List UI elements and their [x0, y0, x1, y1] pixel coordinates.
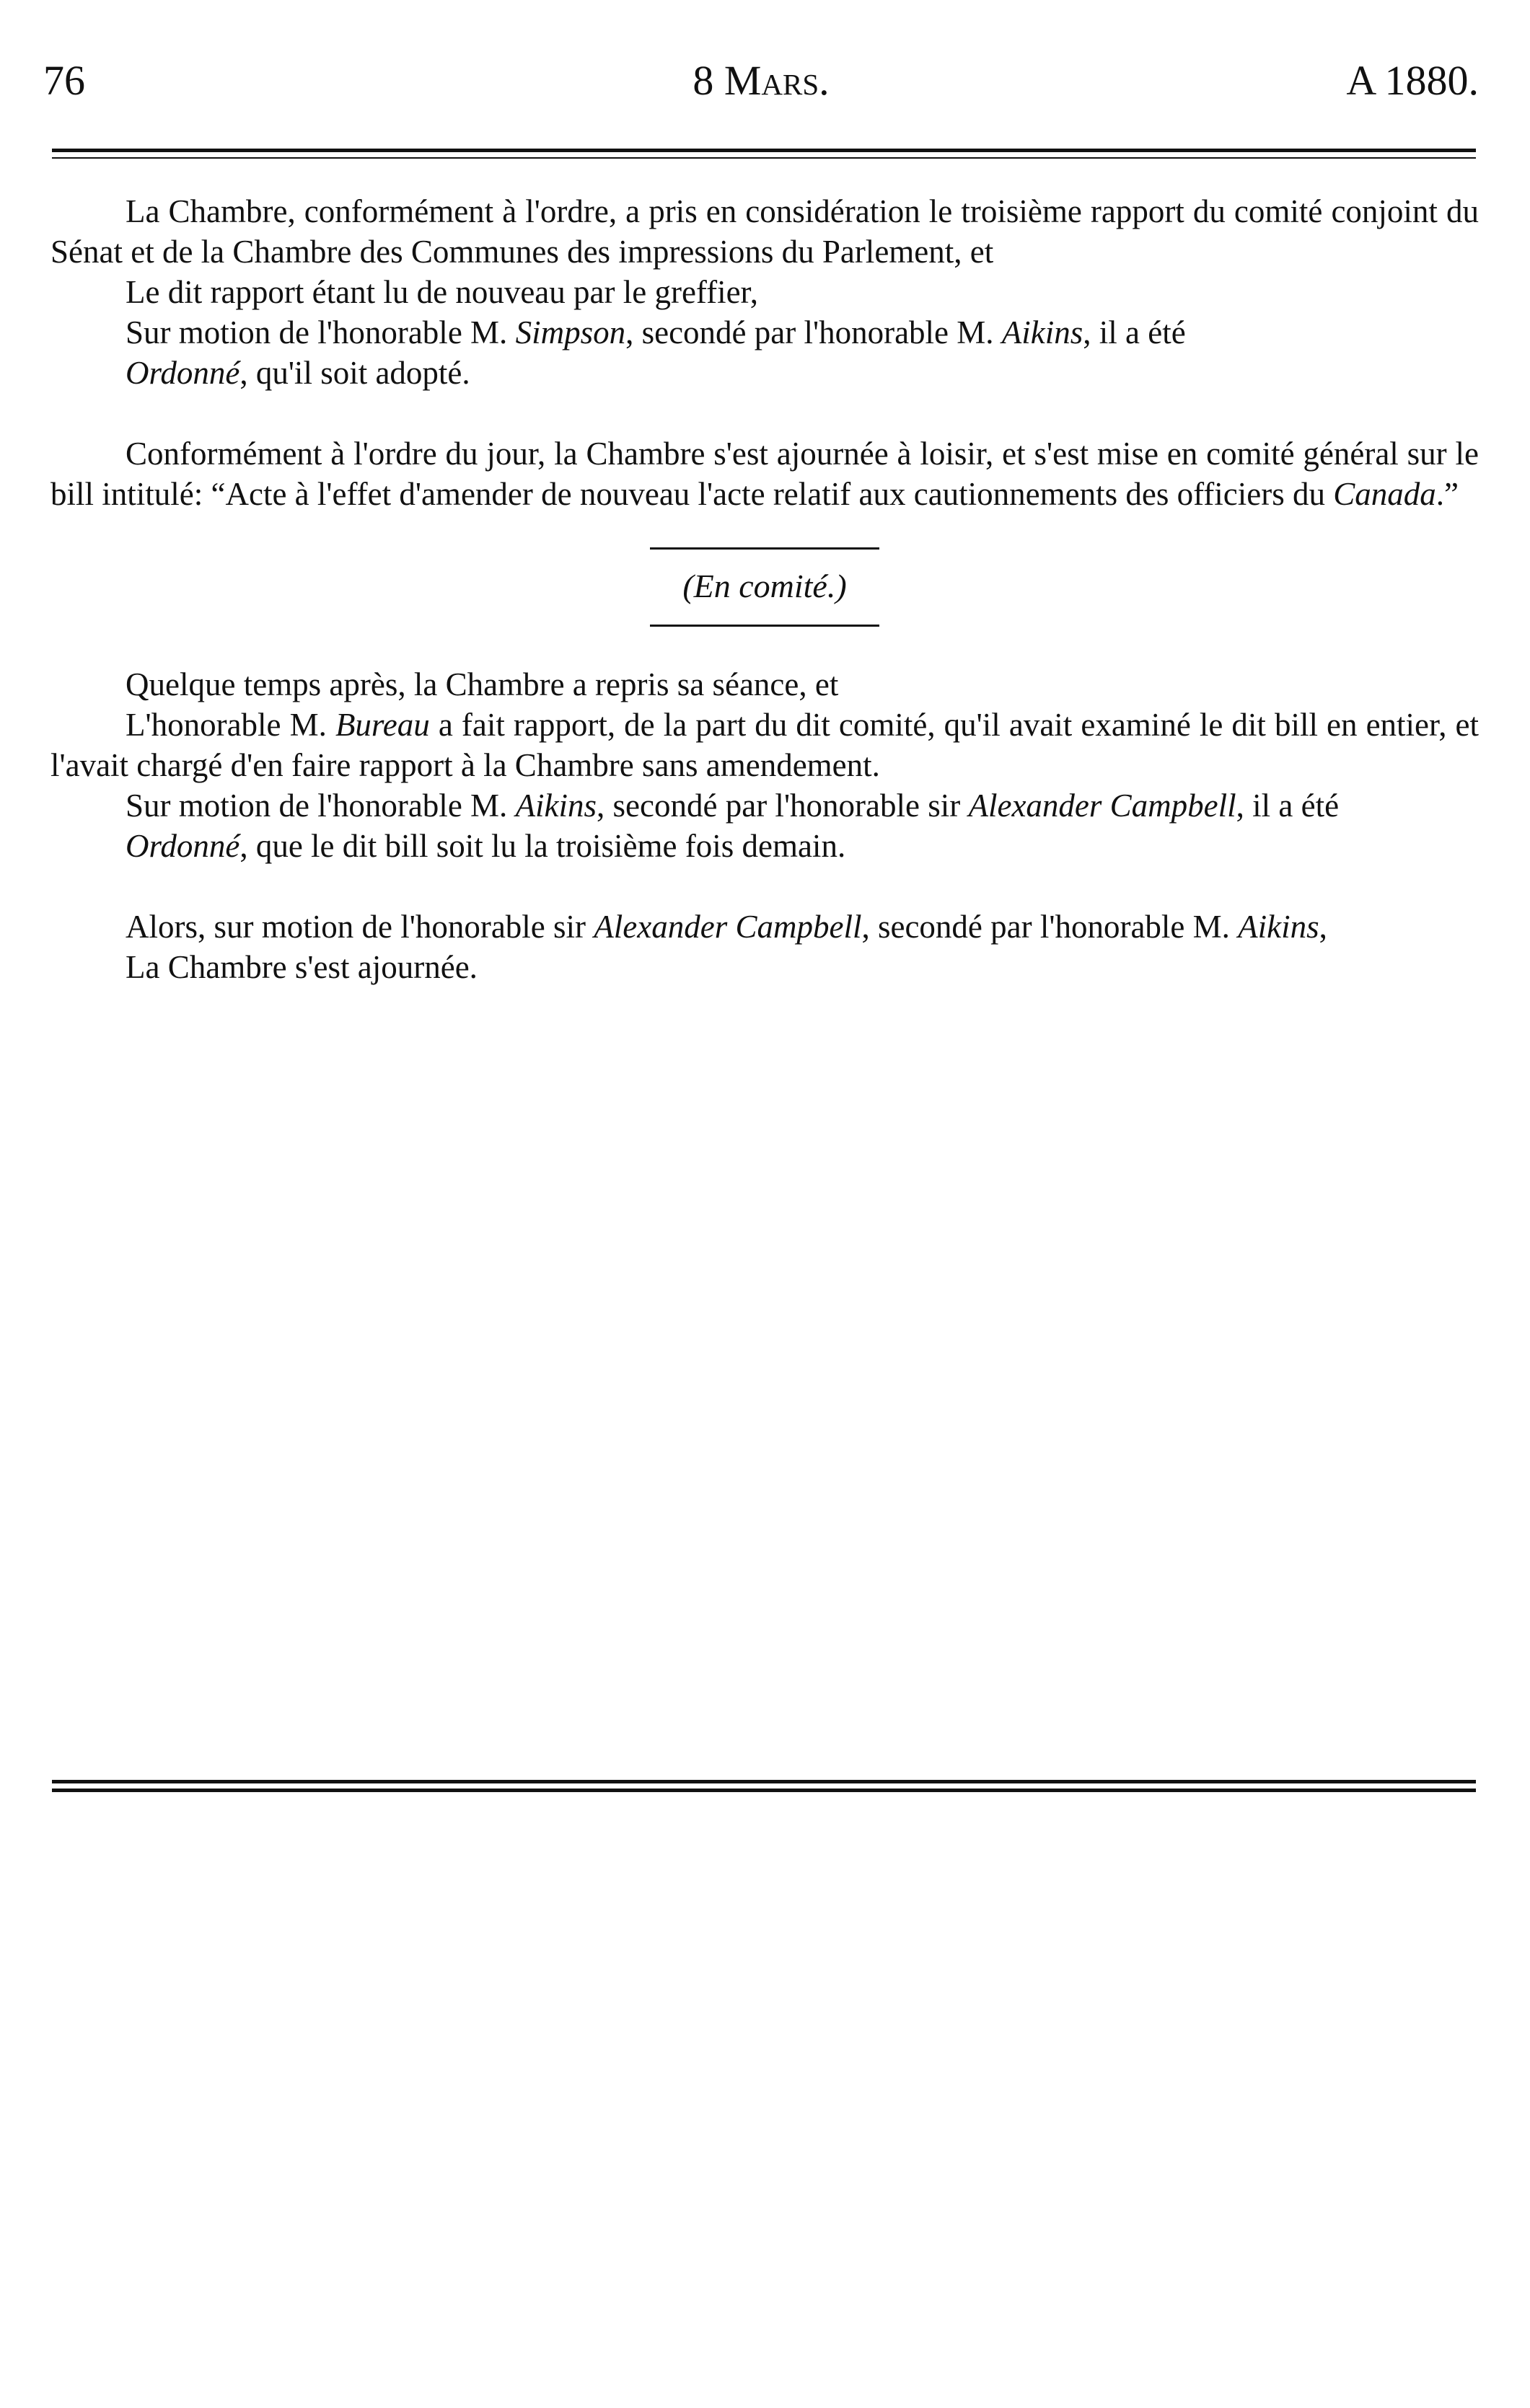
- header-rule-bottom: [52, 157, 1476, 159]
- paragraph-adjournment-motion: Alors, sur motion de l'honorable sir Alexander Campbell, secondé par l'honorable M. Aikins,: [126, 909, 1327, 945]
- page-header: [43, 56, 1479, 121]
- body-text: [50, 191, 1479, 987]
- name-simpson: Simpson: [515, 314, 626, 350]
- committee-heading-block: [50, 547, 1479, 627]
- header-date: 8 Mars.: [693, 57, 830, 104]
- footer-rule-top: [52, 1780, 1476, 1783]
- name-aikins: Aikins: [1001, 314, 1083, 350]
- committee-heading: (En comité.): [682, 568, 847, 604]
- paragraph-report-read: Le dit rapport étant lu de nouveau par le greffier,: [126, 274, 758, 310]
- name-alexander-campbell: Alexander Campbell: [968, 788, 1236, 824]
- paragraph-general-committee: Conformément à l'ordre du jour, la Chambre s'est ajournée à loisir, et s'est mise en comité général sur le bill intitulé: “Acte à l'effet d'amender de nouveau l'acte relatif aux cautionnements des officiers du Canada.”: [50, 436, 1479, 512]
- paragraph-adjourned: La Chambre s'est ajournée.: [126, 949, 478, 985]
- page-number: 76: [43, 57, 85, 104]
- header-rule-top: [52, 149, 1476, 152]
- name-canada: Canada: [1333, 476, 1436, 512]
- name-bureau: Bureau: [335, 707, 430, 743]
- paragraph-aikins-motion: Sur motion de l'honorable M. Aikins, secondé par l'honorable sir Alexander Campbell, il a été: [126, 788, 1340, 824]
- header-year: A 1880.: [1346, 57, 1479, 104]
- paragraph-bureau-report: L'honorable M. Bureau a fait rapport, de la part du dit comité, qu'il avait examiné le dit bill en entier, et l'avait chargé d'en faire rapport à la Chambre sans amendement.: [50, 707, 1480, 783]
- paragraph-third-reading-order: Ordonné, que le dit bill soit lu la troisième fois demain.: [126, 828, 846, 864]
- paragraph-ordered: Ordonné, qu'il soit adopté.: [126, 355, 470, 391]
- committee-rule-bottom: [650, 625, 879, 627]
- paragraph-first-reading: La Chambre, conformément à l'ordre, a pris en considération le troisième rapport du comité conjoint du Sénat et de la Chambre des Communes des impressions du Parlement, et: [50, 193, 1479, 270]
- paragraph-resumed: Quelque temps après, la Chambre a repris sa séance, et: [126, 666, 839, 702]
- footer-rule-bottom: [52, 1789, 1476, 1792]
- paragraph-motion: Sur motion de l'honorable M. Simpson, secondé par l'honorable M. Aikins, il a été: [126, 314, 1186, 350]
